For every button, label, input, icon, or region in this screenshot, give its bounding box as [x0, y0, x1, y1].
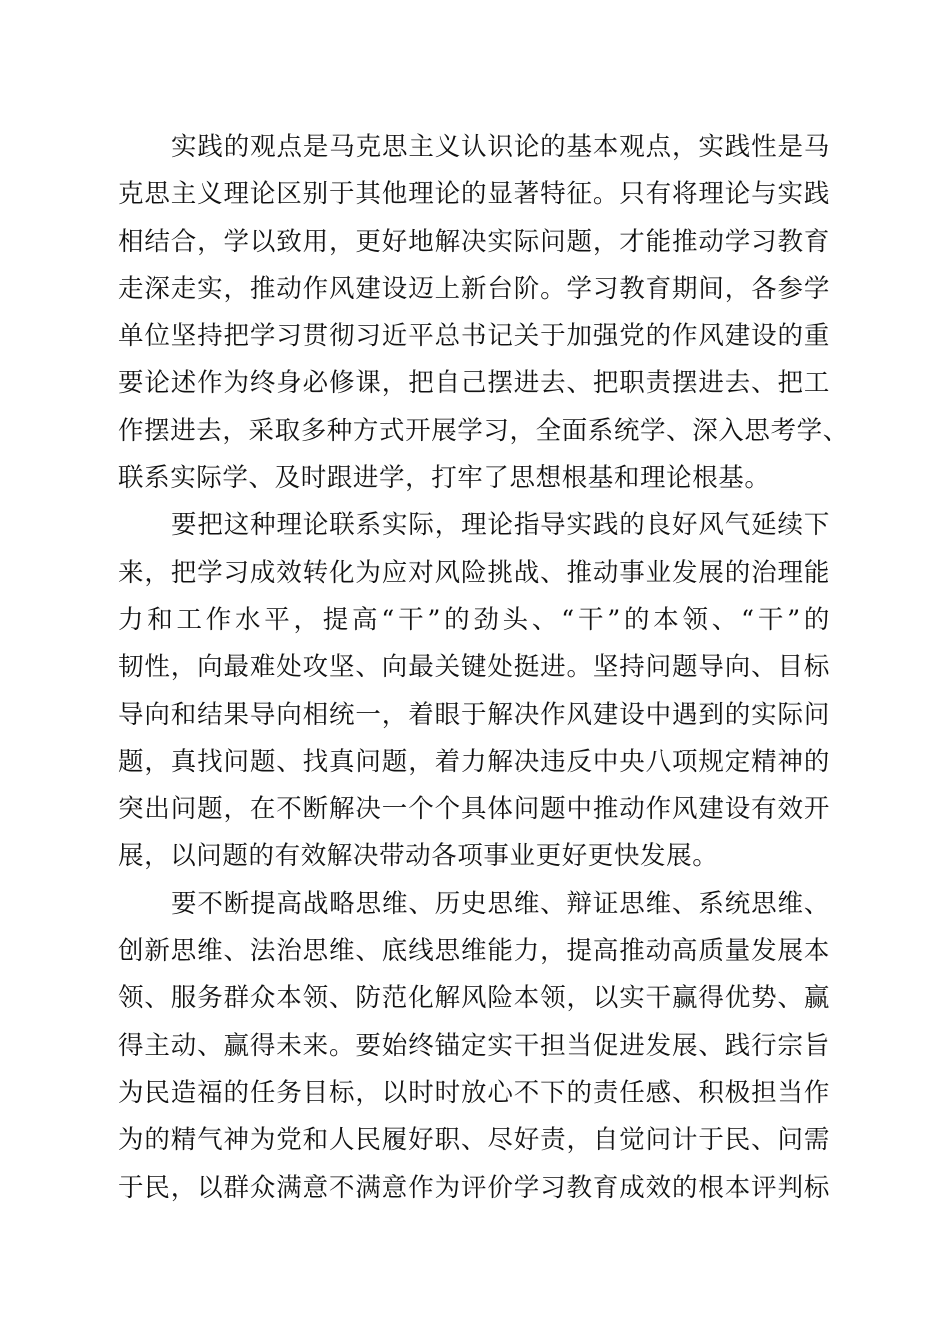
- paragraph-3-line-4: 得主动、赢得未来。要始终锚定实干担当促进发展、践行宗旨: [118, 1030, 830, 1061]
- paragraph-3-line-1: 要不断提高战略思维、历史思维、辩证思维、系统思维、: [171, 888, 830, 919]
- paragraph-3-line-3: 领、服务群众本领、防范化解风险本领，以实干赢得优势、赢: [118, 983, 830, 1014]
- paragraph-2-line-7: 突出问题，在不断解决一个个具体问题中推动作风建设有效开: [118, 794, 830, 825]
- paragraph-2-line-3: 力和工作水平，提高“干”的劲头、“干”的本领、“干”的: [118, 604, 830, 635]
- paragraph-2-line-5: 导向和结果导向相统一，着眼于解决作风建设中遇到的实际问: [118, 699, 830, 730]
- paragraph-3-line-7: 于民，以群众满意不满意作为评价学习教育成效的根本评判标: [118, 1172, 830, 1203]
- paragraph-2-line-4: 韧性，向最难处攻坚、向最关键处挺进。坚持问题导向、目标: [118, 652, 830, 683]
- paragraph-1-line-3: 相结合，学以致用，更好地解决实际问题，才能推动学习教育: [118, 226, 830, 257]
- paragraph-2-line-2: 来，把学习成效转化为应对风险挑战、推动事业发展的治理能: [118, 557, 830, 588]
- paragraph-3-line-5: 为民造福的任务目标，以时时放心不下的责任感、积极担当作: [118, 1077, 830, 1108]
- paragraph-3-line-2: 创新思维、法治思维、底线思维能力，提高推动高质量发展本: [118, 936, 830, 967]
- paragraph-3-line-6: 为的精气神为党和人民履好职、尽好责，自觉问计于民、问需: [118, 1125, 830, 1156]
- body-text: [118, 124, 849, 1212]
- paragraph-1-line-5: 单位坚持把学习贯彻习近平总书记关于加强党的作风建设的重: [118, 321, 830, 352]
- paragraph-1-line-8: 联系实际学、及时跟进学，打牢了思想根基和理论根基。: [118, 463, 771, 494]
- paragraph-1-line-1: 实践的观点是马克思主义认识论的基本观点，实践性是马: [171, 132, 830, 162]
- paragraph-1-line-6: 要论述作为终身必修课，把自己摆进去、把职责摆进去、把工: [118, 368, 830, 399]
- paragraph-2-line-6: 题，真找问题、找真问题，着力解决违反中央八项规定精神的: [118, 746, 830, 777]
- paragraph-1-line-4: 走深走实，推动作风建设迈上新台阶。学习教育期间，各参学: [118, 273, 830, 304]
- paragraph-1-line-2: 克思主义理论区别于其他理论的显著特征。只有将理论与实践: [118, 179, 830, 210]
- paragraph-2-line-1: 要把这种理论联系实际，理论指导实践的良好风气延续下: [171, 510, 830, 541]
- paragraph-1-line-7: 作摆进去，采取多种方式开展学习，全面系统学、深入思考学、: [118, 415, 849, 446]
- paragraph-2-line-8: 展，以问题的有效解决带动各项事业更好更快发展。: [118, 841, 719, 872]
